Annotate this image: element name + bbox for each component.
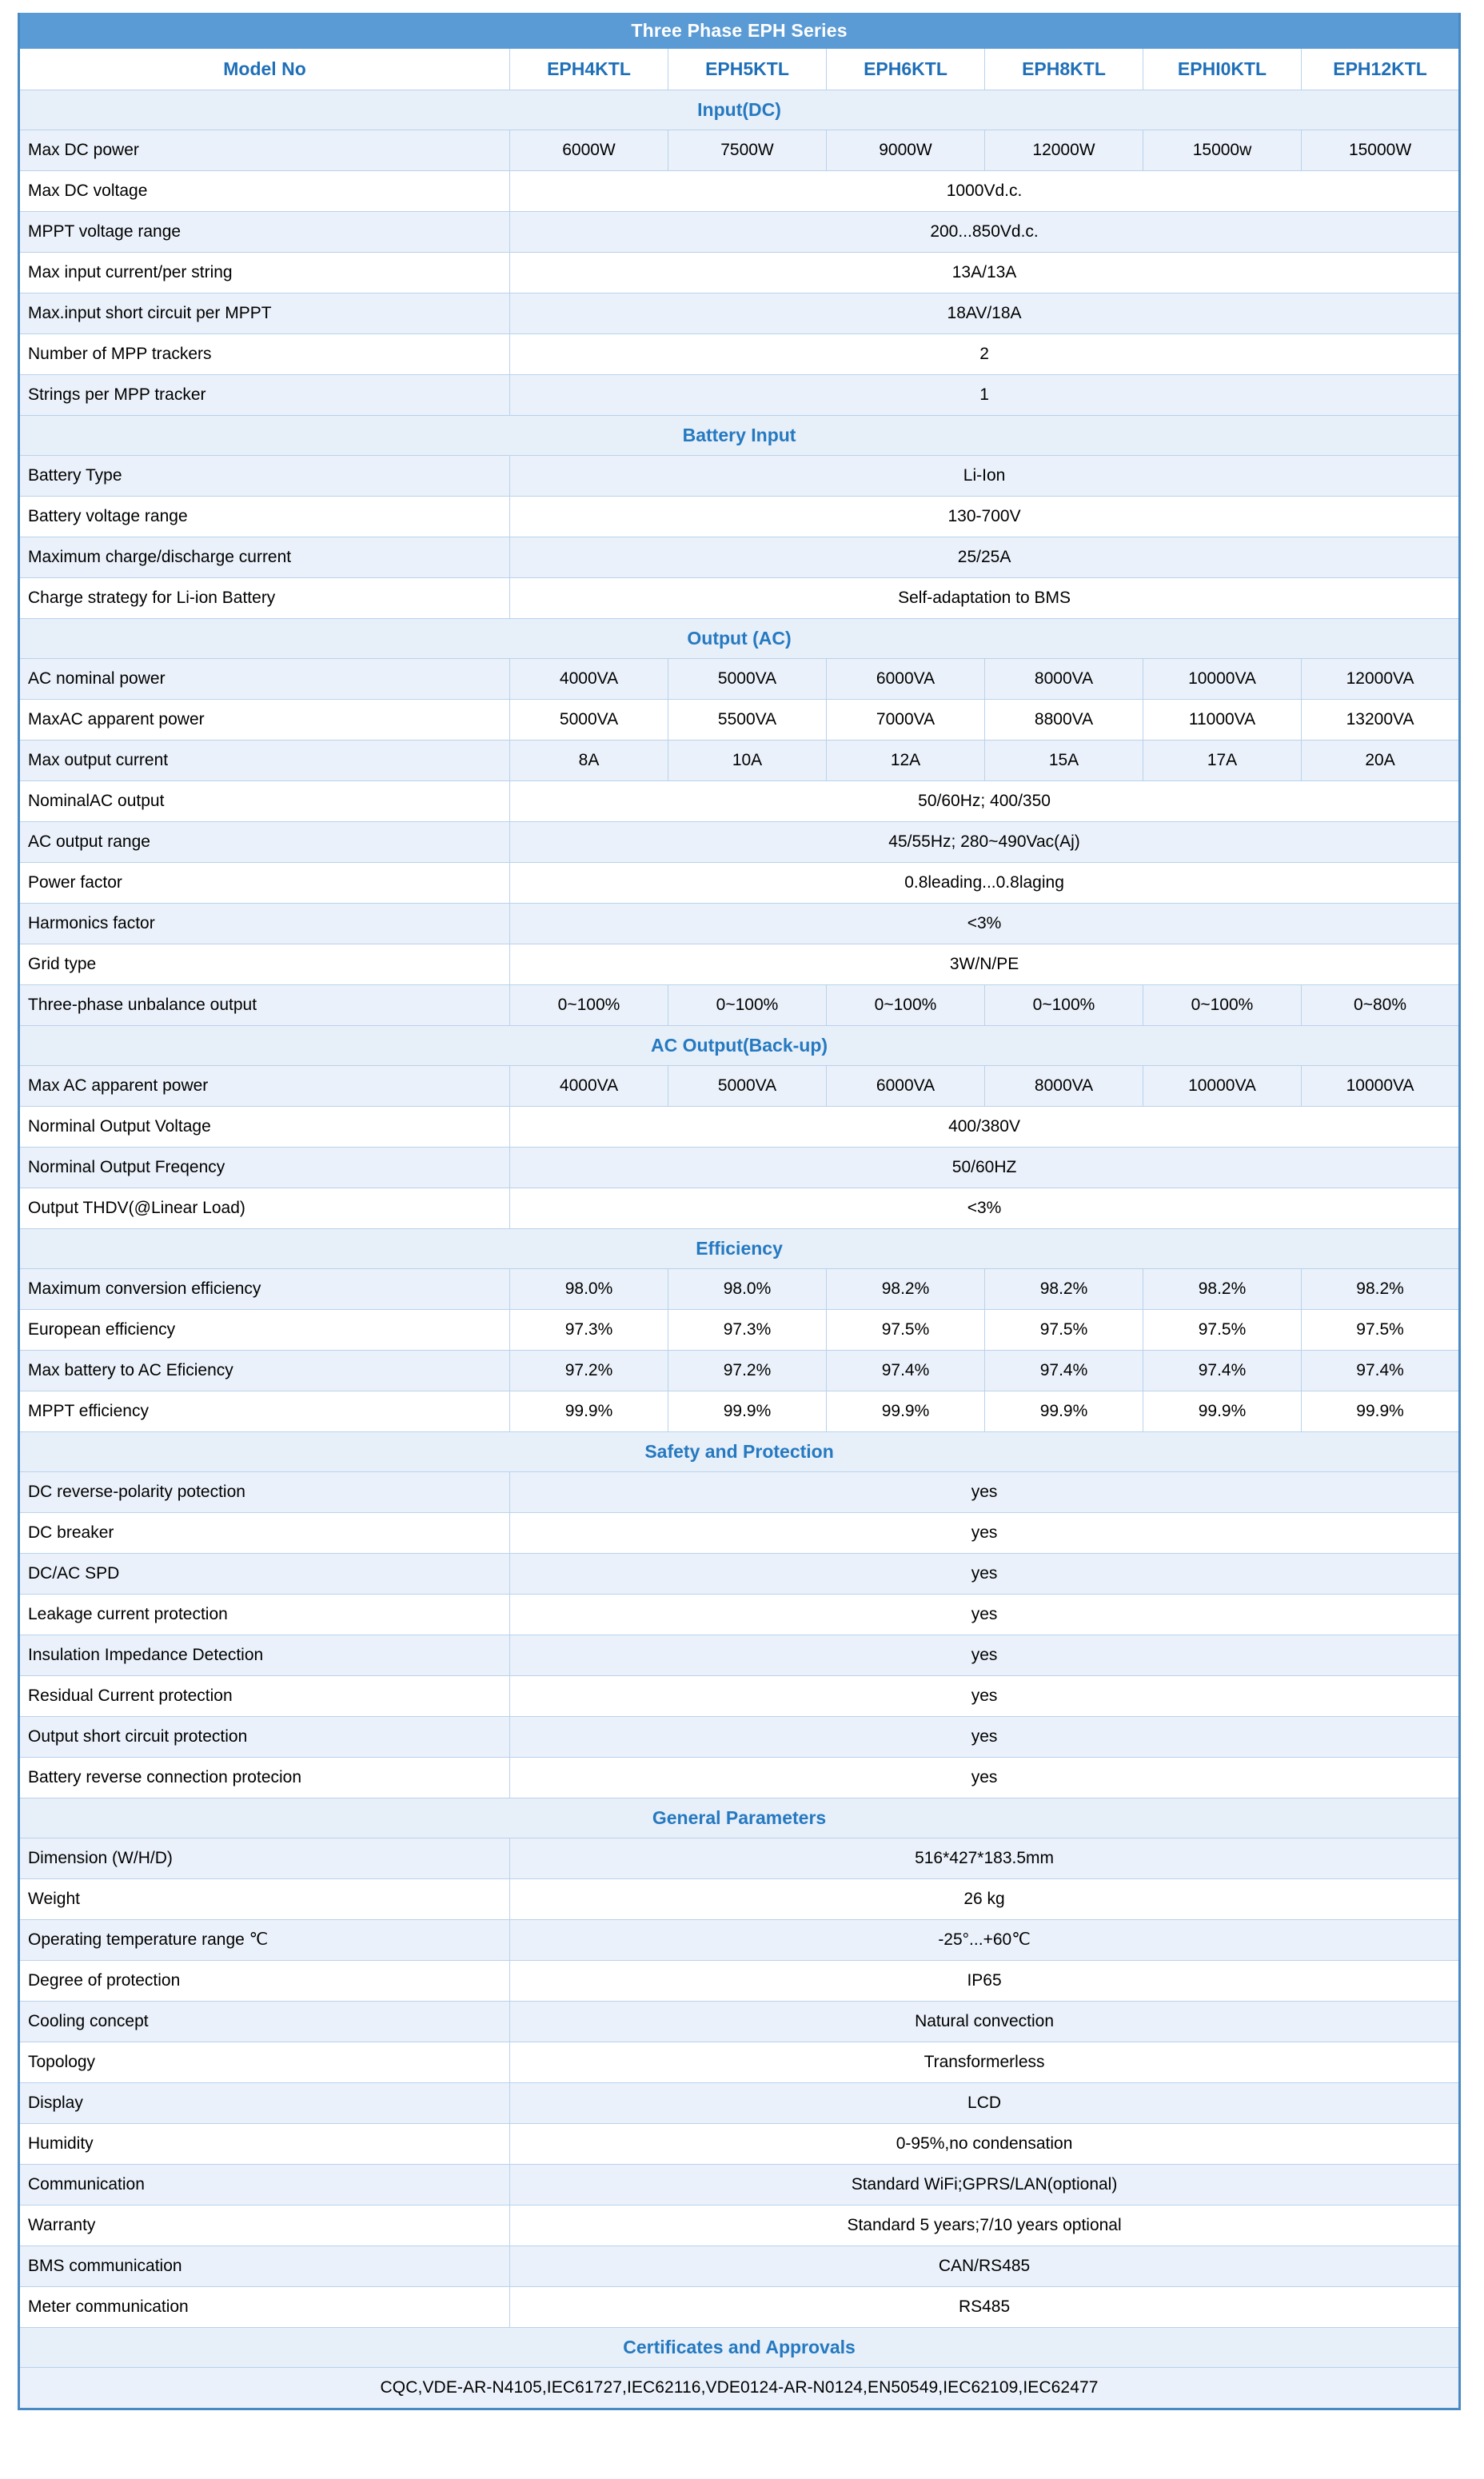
row-label: MaxAC apparent power bbox=[19, 700, 510, 741]
row-value-merged: -25°...+60℃ bbox=[510, 1920, 1460, 1961]
table-row bbox=[19, 456, 1460, 497]
model-column-header: EPH8KTL bbox=[985, 49, 1143, 90]
row-value: 0~100% bbox=[985, 985, 1143, 1026]
row-value-merged: 130-700V bbox=[510, 497, 1460, 537]
section-heading: Input(DC) bbox=[19, 90, 1460, 130]
section-heading: Efficiency bbox=[19, 1229, 1460, 1269]
row-value: 10000VA bbox=[1302, 1066, 1460, 1107]
table-row bbox=[19, 2246, 1460, 2287]
row-value: 6000W bbox=[510, 130, 668, 171]
row-value: 0~100% bbox=[510, 985, 668, 1026]
row-value-merged: LCD bbox=[510, 2083, 1460, 2124]
row-label: Max.input short circuit per MPPT bbox=[19, 293, 510, 334]
model-column-header: EPH12KTL bbox=[1302, 49, 1460, 90]
row-value-merged: yes bbox=[510, 1554, 1460, 1595]
row-value-merged: 2 bbox=[510, 334, 1460, 375]
row-value: 7500W bbox=[668, 130, 827, 171]
row-value: 97.2% bbox=[668, 1351, 827, 1391]
row-value-merged: yes bbox=[510, 1717, 1460, 1758]
table-row bbox=[19, 659, 1460, 700]
row-label: Maximum conversion efficiency bbox=[19, 1269, 510, 1310]
row-value: 98.2% bbox=[1143, 1269, 1302, 1310]
section-heading-row bbox=[19, 2328, 1460, 2368]
table-row bbox=[19, 1920, 1460, 1961]
row-value: 4000VA bbox=[510, 659, 668, 700]
row-value: 6000VA bbox=[827, 1066, 985, 1107]
row-value: 0~100% bbox=[668, 985, 827, 1026]
row-label: Battery Type bbox=[19, 456, 510, 497]
table-row bbox=[19, 2287, 1460, 2328]
row-label: Harmonics factor bbox=[19, 904, 510, 944]
row-value: 97.3% bbox=[510, 1310, 668, 1351]
table-row bbox=[19, 1188, 1460, 1229]
certificates-row bbox=[19, 2368, 1460, 2409]
table-row bbox=[19, 1758, 1460, 1798]
row-value: 15000w bbox=[1143, 130, 1302, 171]
row-value-merged: <3% bbox=[510, 904, 1460, 944]
table-row bbox=[19, 904, 1460, 944]
row-value: 10A bbox=[668, 741, 827, 781]
row-value: 4000VA bbox=[510, 1066, 668, 1107]
row-label: Charge strategy for Li-ion Battery bbox=[19, 578, 510, 619]
table-row bbox=[19, 1554, 1460, 1595]
row-value: 12000W bbox=[985, 130, 1143, 171]
row-label: Humidity bbox=[19, 2124, 510, 2165]
row-label: Meter communication bbox=[19, 2287, 510, 2328]
specification-table bbox=[18, 13, 1461, 2410]
row-value: 99.9% bbox=[827, 1391, 985, 1432]
row-label: AC nominal power bbox=[19, 659, 510, 700]
model-column-header: EPH5KTL bbox=[668, 49, 827, 90]
row-label: Battery reverse connection protecion bbox=[19, 1758, 510, 1798]
table-row bbox=[19, 253, 1460, 293]
row-value-merged: 1 bbox=[510, 375, 1460, 416]
row-value: 97.4% bbox=[1143, 1351, 1302, 1391]
section-heading-row bbox=[19, 1798, 1460, 1838]
table-row bbox=[19, 700, 1460, 741]
row-value-merged: yes bbox=[510, 1595, 1460, 1635]
section-heading-row bbox=[19, 416, 1460, 456]
row-value: 17A bbox=[1143, 741, 1302, 781]
table-row bbox=[19, 2042, 1460, 2083]
row-value: 12000VA bbox=[1302, 659, 1460, 700]
row-label: Output THDV(@Linear Load) bbox=[19, 1188, 510, 1229]
row-value: 5000VA bbox=[668, 659, 827, 700]
table-row bbox=[19, 2206, 1460, 2246]
model-column-header: EPH4KTL bbox=[510, 49, 668, 90]
row-label: Norminal Output Voltage bbox=[19, 1107, 510, 1148]
row-value-merged: 200...850Vd.c. bbox=[510, 212, 1460, 253]
row-label: NominalAC output bbox=[19, 781, 510, 822]
row-label: Communication bbox=[19, 2165, 510, 2206]
row-label: DC reverse-polarity potection bbox=[19, 1472, 510, 1513]
row-value: 99.9% bbox=[510, 1391, 668, 1432]
table-row bbox=[19, 375, 1460, 416]
table-row bbox=[19, 130, 1460, 171]
table-row bbox=[19, 2165, 1460, 2206]
table-row bbox=[19, 1391, 1460, 1432]
row-value: 97.4% bbox=[1302, 1351, 1460, 1391]
section-heading: Output (AC) bbox=[19, 619, 1460, 659]
table-row bbox=[19, 497, 1460, 537]
row-label: MPPT efficiency bbox=[19, 1391, 510, 1432]
row-value: 11000VA bbox=[1143, 700, 1302, 741]
row-label: Dimension (W/H/D) bbox=[19, 1838, 510, 1879]
row-label: Strings per MPP tracker bbox=[19, 375, 510, 416]
row-label: Residual Current protection bbox=[19, 1676, 510, 1717]
table-row bbox=[19, 822, 1460, 863]
row-value: 15A bbox=[985, 741, 1143, 781]
section-heading: Safety and Protection bbox=[19, 1432, 1460, 1472]
row-value: 97.3% bbox=[668, 1310, 827, 1351]
section-heading: General Parameters bbox=[19, 1798, 1460, 1838]
row-value: 99.9% bbox=[1302, 1391, 1460, 1432]
row-value: 97.5% bbox=[1302, 1310, 1460, 1351]
row-value: 99.9% bbox=[668, 1391, 827, 1432]
row-value: 97.5% bbox=[827, 1310, 985, 1351]
row-value: 97.5% bbox=[985, 1310, 1143, 1351]
row-label: Maximum charge/discharge current bbox=[19, 537, 510, 578]
row-label: Battery voltage range bbox=[19, 497, 510, 537]
table-row bbox=[19, 1472, 1460, 1513]
row-value-merged: RS485 bbox=[510, 2287, 1460, 2328]
row-label: AC output range bbox=[19, 822, 510, 863]
row-label: Weight bbox=[19, 1879, 510, 1920]
row-value-merged: 50/60HZ bbox=[510, 1148, 1460, 1188]
row-label: Max output current bbox=[19, 741, 510, 781]
row-label: Power factor bbox=[19, 863, 510, 904]
row-value: 5000VA bbox=[668, 1066, 827, 1107]
table-row bbox=[19, 2002, 1460, 2042]
row-value: 98.0% bbox=[668, 1269, 827, 1310]
row-label: Max DC voltage bbox=[19, 171, 510, 212]
row-value-merged: 3W/N/PE bbox=[510, 944, 1460, 985]
model-column-header: EPH6KTL bbox=[827, 49, 985, 90]
section-heading-row bbox=[19, 90, 1460, 130]
row-value-merged: yes bbox=[510, 1472, 1460, 1513]
section-heading-row bbox=[19, 1026, 1460, 1066]
section-heading: Battery Input bbox=[19, 416, 1460, 456]
row-label: Degree of protection bbox=[19, 1961, 510, 2002]
row-value: 97.5% bbox=[1143, 1310, 1302, 1351]
row-label: MPPT voltage range bbox=[19, 212, 510, 253]
row-label: Output short circuit protection bbox=[19, 1717, 510, 1758]
table-row bbox=[19, 1717, 1460, 1758]
model-column-header: EPHI0KTL bbox=[1143, 49, 1302, 90]
row-value: 5500VA bbox=[668, 700, 827, 741]
row-value-merged: 50/60Hz; 400/350 bbox=[510, 781, 1460, 822]
row-value-merged: 13A/13A bbox=[510, 253, 1460, 293]
row-value: 10000VA bbox=[1143, 659, 1302, 700]
table-row bbox=[19, 1310, 1460, 1351]
row-value: 97.2% bbox=[510, 1351, 668, 1391]
row-value: 0~100% bbox=[827, 985, 985, 1026]
row-value: 6000VA bbox=[827, 659, 985, 700]
row-label: Insulation Impedance Detection bbox=[19, 1635, 510, 1676]
row-value: 99.9% bbox=[1143, 1391, 1302, 1432]
row-value-merged: <3% bbox=[510, 1188, 1460, 1229]
table-row bbox=[19, 1351, 1460, 1391]
row-value-merged: Natural convection bbox=[510, 2002, 1460, 2042]
row-value-merged: Standard WiFi;GPRS/LAN(optional) bbox=[510, 2165, 1460, 2206]
table-row bbox=[19, 171, 1460, 212]
row-label: Cooling concept bbox=[19, 2002, 510, 2042]
table-row bbox=[19, 537, 1460, 578]
row-value: 20A bbox=[1302, 741, 1460, 781]
section-heading-row bbox=[19, 1432, 1460, 1472]
section-heading-row bbox=[19, 1229, 1460, 1269]
row-value: 97.4% bbox=[985, 1351, 1143, 1391]
row-value-merged: 25/25A bbox=[510, 537, 1460, 578]
model-header-row bbox=[19, 49, 1460, 90]
row-label: Topology bbox=[19, 2042, 510, 2083]
row-value: 8800VA bbox=[985, 700, 1143, 741]
table-row bbox=[19, 2083, 1460, 2124]
row-label: Max DC power bbox=[19, 130, 510, 171]
table-title-row bbox=[19, 14, 1460, 49]
table-row bbox=[19, 2124, 1460, 2165]
table-row bbox=[19, 1107, 1460, 1148]
table-row bbox=[19, 1066, 1460, 1107]
row-value: 12A bbox=[827, 741, 985, 781]
row-label: Max AC apparent power bbox=[19, 1066, 510, 1107]
row-value: 8A bbox=[510, 741, 668, 781]
row-label: BMS communication bbox=[19, 2246, 510, 2287]
row-value-merged: 26 kg bbox=[510, 1879, 1460, 1920]
section-heading-row bbox=[19, 619, 1460, 659]
row-value: 98.2% bbox=[1302, 1269, 1460, 1310]
row-value-merged: yes bbox=[510, 1676, 1460, 1717]
row-value: 15000W bbox=[1302, 130, 1460, 171]
row-label: Warranty bbox=[19, 2206, 510, 2246]
row-value: 5000VA bbox=[510, 700, 668, 741]
row-value: 0~80% bbox=[1302, 985, 1460, 1026]
table-row bbox=[19, 334, 1460, 375]
row-label: Operating temperature range ℃ bbox=[19, 1920, 510, 1961]
row-value: 10000VA bbox=[1143, 1066, 1302, 1107]
table-row bbox=[19, 985, 1460, 1026]
row-value: 8000VA bbox=[985, 659, 1143, 700]
table-row bbox=[19, 1635, 1460, 1676]
row-value: 98.0% bbox=[510, 1269, 668, 1310]
row-value-merged: 45/55Hz; 280~490Vac(Aj) bbox=[510, 822, 1460, 863]
table-row bbox=[19, 1879, 1460, 1920]
table-row bbox=[19, 944, 1460, 985]
row-label: Number of MPP trackers bbox=[19, 334, 510, 375]
row-value-merged: 18AV/18A bbox=[510, 293, 1460, 334]
table-row bbox=[19, 741, 1460, 781]
row-value-merged: IP65 bbox=[510, 1961, 1460, 2002]
table-row bbox=[19, 578, 1460, 619]
table-row bbox=[19, 781, 1460, 822]
row-value-merged: Transformerless bbox=[510, 2042, 1460, 2083]
row-value-merged: CAN/RS485 bbox=[510, 2246, 1460, 2287]
row-label: Max input current/per string bbox=[19, 253, 510, 293]
row-value-merged: yes bbox=[510, 1513, 1460, 1554]
row-value-merged: 0.8leading...0.8laging bbox=[510, 863, 1460, 904]
row-label: Three-phase unbalance output bbox=[19, 985, 510, 1026]
table-row bbox=[19, 1838, 1460, 1879]
row-value-merged: yes bbox=[510, 1758, 1460, 1798]
row-value: 98.2% bbox=[827, 1269, 985, 1310]
row-value: 9000W bbox=[827, 130, 985, 171]
row-label: Leakage current protection bbox=[19, 1595, 510, 1635]
row-value-merged: 516*427*183.5mm bbox=[510, 1838, 1460, 1879]
table-row bbox=[19, 1269, 1460, 1310]
model-no-header: Model No bbox=[19, 49, 510, 90]
table-row bbox=[19, 212, 1460, 253]
row-value-merged: Self-adaptation to BMS bbox=[510, 578, 1460, 619]
row-label: Max battery to AC Eficiency bbox=[19, 1351, 510, 1391]
table-row bbox=[19, 863, 1460, 904]
row-label: European efficiency bbox=[19, 1310, 510, 1351]
table-row bbox=[19, 1513, 1460, 1554]
section-heading: Certificates and Approvals bbox=[19, 2328, 1460, 2368]
row-value-merged: yes bbox=[510, 1635, 1460, 1676]
table-row bbox=[19, 1961, 1460, 2002]
row-value-merged: 400/380V bbox=[510, 1107, 1460, 1148]
row-value: 97.4% bbox=[827, 1351, 985, 1391]
table-row bbox=[19, 1676, 1460, 1717]
row-value: 0~100% bbox=[1143, 985, 1302, 1026]
row-label: DC/AC SPD bbox=[19, 1554, 510, 1595]
section-heading: AC Output(Back-up) bbox=[19, 1026, 1460, 1066]
row-label: DC breaker bbox=[19, 1513, 510, 1554]
row-value: 99.9% bbox=[985, 1391, 1143, 1432]
table-row bbox=[19, 1148, 1460, 1188]
row-value: 13200VA bbox=[1302, 700, 1460, 741]
row-value-merged: Standard 5 years;7/10 years optional bbox=[510, 2206, 1460, 2246]
row-value-merged: 1000Vd.c. bbox=[510, 171, 1460, 212]
row-value: 7000VA bbox=[827, 700, 985, 741]
row-value-merged: Li-Ion bbox=[510, 456, 1460, 497]
row-label: Display bbox=[19, 2083, 510, 2124]
row-value-merged: 0-95%,no condensation bbox=[510, 2124, 1460, 2165]
table-row bbox=[19, 293, 1460, 334]
row-label: Grid type bbox=[19, 944, 510, 985]
row-value: 98.2% bbox=[985, 1269, 1143, 1310]
table-row bbox=[19, 1595, 1460, 1635]
page-title: Three Phase EPH Series bbox=[19, 14, 1460, 49]
certificates-value: CQC,VDE-AR-N4105,IEC61727,IEC62116,VDE0124-AR-N0124,EN50549,IEC62109,IEC62477 bbox=[19, 2368, 1460, 2409]
row-value: 8000VA bbox=[985, 1066, 1143, 1107]
row-label: Norminal Output Freqency bbox=[19, 1148, 510, 1188]
